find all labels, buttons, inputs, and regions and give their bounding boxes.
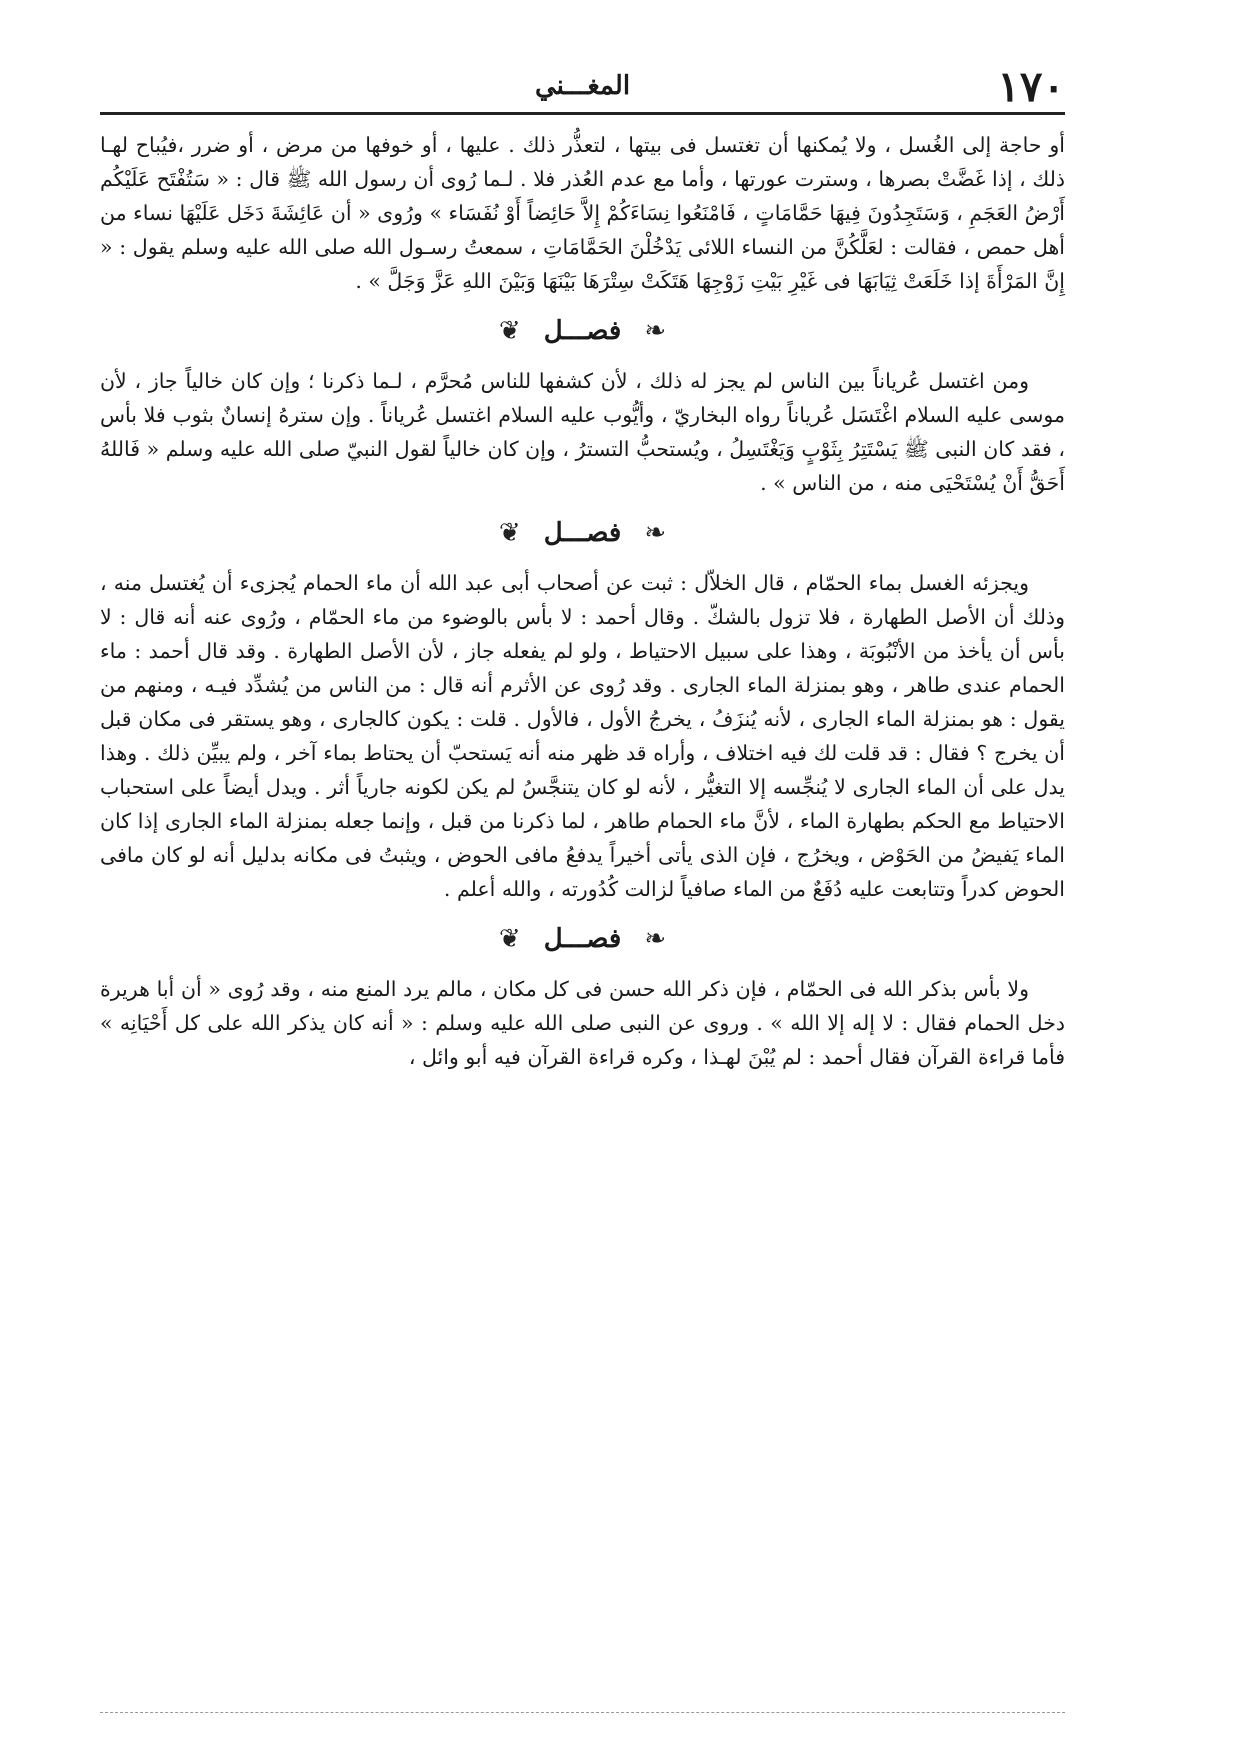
section-heading-title: فصـــل	[543, 924, 622, 954]
ornament-icon: ❦	[498, 924, 521, 954]
ornament-icon: ❧	[644, 518, 667, 548]
page-header	[100, 62, 1065, 112]
page-number: ١٧٠	[997, 62, 1065, 111]
section-heading	[100, 910, 1065, 968]
section-heading	[100, 302, 1065, 360]
paragraph: ومن اغتسل عُرياناً بين الناس لم يجز له ذلك ، لأن كشفها للناس مُحرَّم ، لـما ذكرنا ؛ وإن كان خالياً جاز ، لأن موسى عليه السلام اغْتَسَل عُرياناً رواه البخاريّ ، وأيُّوب عليه السلام اغتسل عُرياناً . وإن سترهُ إنسانٌ بثوب فلا بأس ، فقد كان النبى ﷺ يَسْتَتِرُ بِثَوْبٍ وَيَغْتَسِلُ ، ويُستحبُّ التسترُ ، وإن كان خالياً لقول النبيّ صلى الله عليه وسلم « فَاللهُ أَحَقُّ أَنْ يُسْتَحْيَى منه ، من الناس » .	[100, 369, 1065, 495]
ornament-icon: ❧	[644, 316, 667, 346]
ornament-icon: ❧	[644, 924, 667, 954]
section-heading	[100, 504, 1065, 562]
section-heading-title: فصـــل	[543, 518, 622, 548]
header-rule	[100, 112, 1065, 115]
ornament-icon: ❦	[498, 316, 521, 346]
footer-rule	[100, 1712, 1065, 1713]
body-text	[100, 128, 1065, 1074]
paragraph: ولا بأس بذكر الله فى الحمّام ، فإن ذكر الله حسن فى كل مكان ، مالم يرد المنع منه ، وقد رُوى « أن أبا هريرة دخل الحمام فقال : لا إله إلا الله » . وروى عن النبى صلى الله عليه وسلم : « أنه كان يذكر الله على كل أَحْيَانِه » فأما قراءة القرآن فقال أحمد : لم يُبْنَ لهـذا ، وكره قراءة القرآن فيه أبو وائل ،	[100, 977, 1065, 1069]
paragraph: أو حاجة إلى الغُسل ، ولا يُمكنها أن تغتسل فى بيتها ، لتعذُّر ذلك . عليها ، أو خوفها من مرض ، أو ضرر ،فيُباح لهـا ذلك ، إذا غَضَّتْ بصرها ، وسترت عورتها ، وأما مع عدم العُذر فلا . لـما رُوى أن رسول الله ﷺ قال : « سَتُفْتَح عَلَيْكُم أَرْضُ العَجَمِ ، وَسَتَجِدُونَ فِيهَا حَمَّامَاتٍ ، فَامْنَعُوا نِسَاءَكُمْ إِلاَّ حَائِضاً أَوْ نُفَسَاء » ورُوى « أن عَائِشَةَ دَخَل عَلَيْهَا نساء من أهل حمص ، فقالت : لعَلَّكُنَّ من النساء اللائى يَدْخُلْنَ الحَمَّامَاتِ ، سمعتُ رسـول الله صلى الله عليه وسلم يقول : « إِنَّ المَرْأَةَ إذا خَلَعَتْ ثِيَابَهَا فى غَيْرِ بَيْتِ زَوْجِهَا هَتَكَتْ سِتْرَهَا بَيْنَهَا وَبَيْنَ اللهِ عَزَّ وَجَلَّ » .	[100, 133, 1065, 293]
section-heading-title: فصـــل	[543, 316, 622, 346]
running-title: المغـــني	[534, 71, 631, 101]
paragraph: ويجزئه الغسل بماء الحمّام ، قال الخلاّل : ثبت عن أصحاب أبى عبد الله أن ماء الحمام يُجزىء أن يُغتسل منه ، وذلك أن الأصل الطهارة ، فلا تزول بالشكّ . وقال أحمد : لا بأس بالوضوء من ماء الحمّام ، ورُوى عنه أنه قال : لا بأس أن يأخذ من الأنْبُوبَة ، وهذا على سبيل الاحتياط ، ولو لم يفعله جاز ، لأن الأصل الطهارة . وقد قال أحمد : ماء الحمام عندى طاهر ، وهو بمنزلة الماء الجارى . وقد رُوى عن الأثرم أنه قال : من الناس من يُشدِّد فيـه ، ومنهم من يقول : هو بمنزلة الماء الجارى ، لأنه يُنزَفُ ، يخرجُ الأول ، فالأول . قلت : يكون كالجارى ، وهو يستقر فى مكان قبل أن يخرج ؟ فقال : قد قلت لك فيه اختلاف ، وأراه قد ظهر منه أنه يَستحبّ أن يحتاط بماء آخر ، ولم يبيِّن ذلك . وهذا يدل على أن الماء الجارى لا يُنجِّسه إلا التغيُّر ، لأنه لو كان يتنجَّسُ لم يكن لكونه جارياً أثر . ويدل أيضاً على استحباب الاحتياط مع الحكم بطهارة الماء ، لأنَّ ماء الحمام طاهر ، لما ذكرنا من قبل ، وإنما جعله بمنزلة الماء الجارى إذا كان الماء يَفيضُ من الحَوْض ، ويخرُج ، فإن الذى يأتى أخيراً يدفعُ مافى الحوض ، ويثبتُ فى مكانه بدليل أنه لو كان مافى الحوض كدراً وتتابعت عليه دُفَعٌ من الماء صافياً لزالت كُدُورته ، والله أعلم .	[100, 571, 1065, 901]
ornament-icon: ❦	[498, 518, 521, 548]
